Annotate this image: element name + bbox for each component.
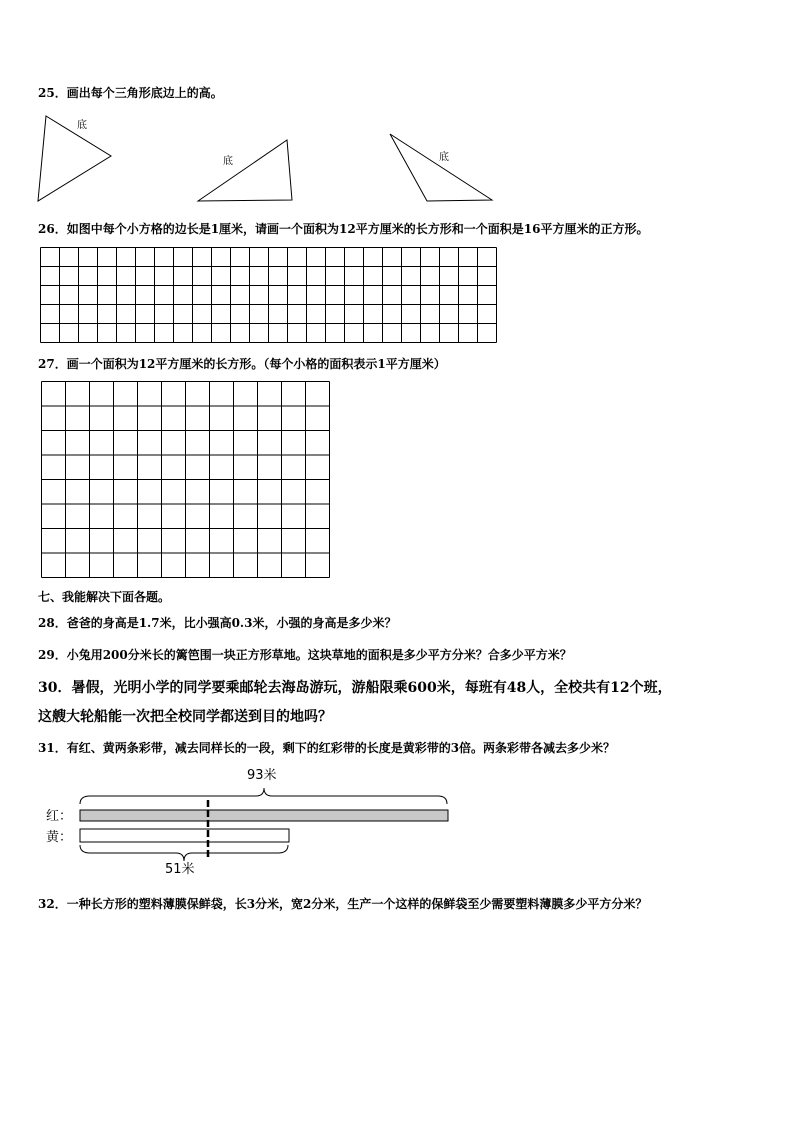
question-32: 32．一种长方形的塑料薄膜保鲜袋，长3分米，宽2分米，生产一个这样的保鲜袋至少需要塑料薄膜多少平方分米？ bbox=[38, 897, 648, 911]
top-length-label: 93米 bbox=[247, 768, 277, 783]
question-28: 28．爸爸的身高是1.7米，比小强高0.3米，小强的身高是多少米？ bbox=[38, 616, 397, 630]
section-7-heading: 七、我能解决下面各题。 bbox=[38, 590, 171, 604]
base-label-2: 底 bbox=[223, 156, 233, 167]
bottom-brace bbox=[80, 845, 288, 861]
question-27: 27．画一个面积为12平方厘米的长方形。（每个小格的面积表示1平方厘米） bbox=[38, 357, 446, 371]
question-31: 31．有红、黄两条彩带，减去同样长的一段，剩下的红彩带的长度是黄彩带的3倍。两条彩带各减去多少米？ bbox=[38, 741, 616, 755]
question-30-line-2: 这艘大轮船能一次把全校同学都送到目的地吗？ bbox=[38, 709, 332, 725]
question-26: 26．如图中每个小方格的边长是1厘米，请画一个面积为12平方厘米的长方形和一个面积是16平方厘米的正方形。 bbox=[38, 222, 649, 236]
red-label: 红： bbox=[46, 809, 73, 824]
question-29: 29．小兔用200分米长的篱笆围一块正方形草地。这块草地的面积是多少平方分米？合多少平方米？ bbox=[38, 648, 572, 662]
question-30-line-1: 30．暑假，光明小学的同学要乘邮轮去海岛游玩，游船限乘600米，每班有48人，全校共有12个班， bbox=[38, 680, 672, 696]
question-25: 25．画出每个三角形底边上的高。 bbox=[38, 86, 223, 100]
base-label-1: 底 bbox=[77, 120, 87, 131]
yellow-ribbon bbox=[80, 829, 289, 842]
top-brace bbox=[80, 788, 447, 804]
base-label-3: 底 bbox=[439, 152, 449, 163]
bottom-length-label: 51米 bbox=[165, 862, 195, 877]
yellow-label: 黄： bbox=[46, 830, 73, 845]
red-ribbon bbox=[80, 810, 448, 821]
